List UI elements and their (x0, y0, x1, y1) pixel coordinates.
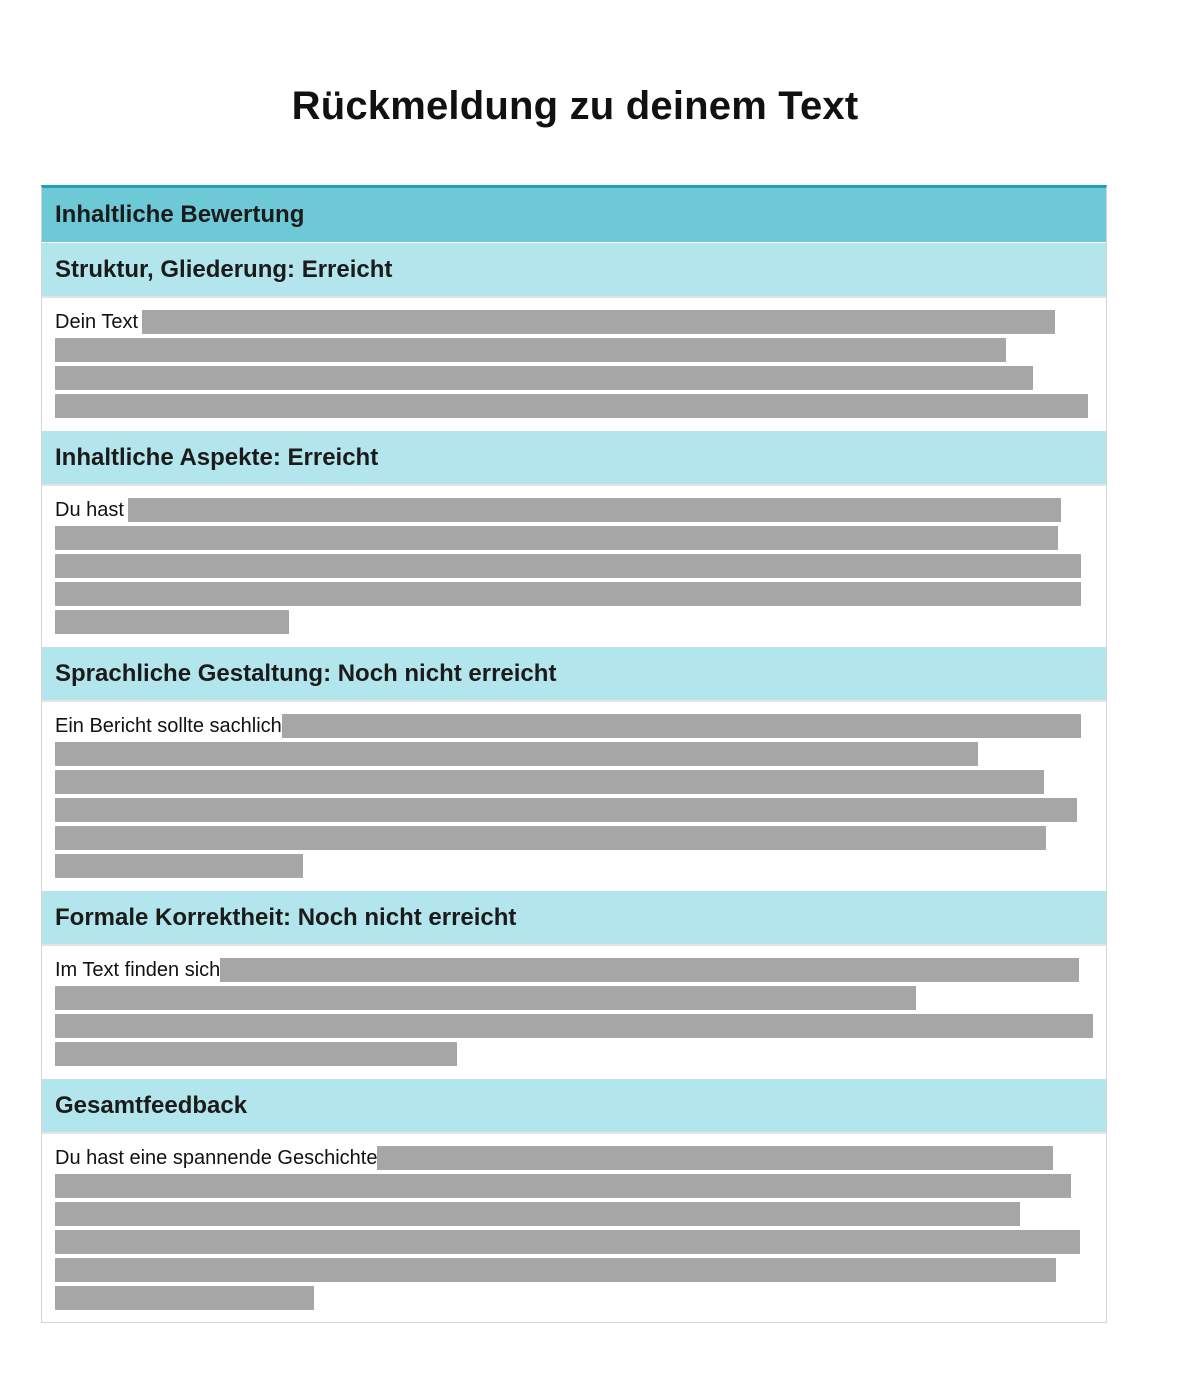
panel-header: Inhaltliche Bewertung (42, 188, 1106, 242)
text-line (55, 768, 1093, 796)
lead-text: Dein Text (55, 311, 139, 333)
redacted-text (55, 554, 1081, 578)
text-line (55, 524, 1093, 552)
text-line (55, 336, 1093, 364)
redacted-text (128, 498, 1061, 522)
text-line (55, 308, 1093, 336)
section-heading-structure: Struktur, Gliederung: Erreicht (42, 242, 1106, 296)
redacted-text (142, 310, 1055, 334)
redacted-text (55, 1014, 1093, 1038)
redacted-text (55, 338, 1006, 362)
redacted-text (220, 958, 1079, 982)
section-body-overall (42, 1132, 1106, 1322)
section-heading-overall: Gesamtfeedback (42, 1078, 1106, 1132)
text-line (55, 796, 1093, 824)
text-line (55, 552, 1093, 580)
section-body-structure (42, 296, 1106, 430)
section-heading-formal: Formale Korrektheit: Noch nicht erreicht (42, 890, 1106, 944)
redacted-text (55, 394, 1088, 418)
text-line (55, 364, 1093, 392)
page-title: Rückmeldung zu deinem Text (291, 84, 859, 128)
text-line (55, 1040, 1093, 1068)
redacted-text (55, 798, 1077, 822)
text-line (55, 956, 1093, 984)
text-line (55, 712, 1093, 740)
redacted-text (55, 826, 1046, 850)
text-line (55, 496, 1093, 524)
text-line (55, 580, 1093, 608)
lead-text: Du hast eine spannende Geschichte (55, 1147, 378, 1169)
redacted-text (55, 610, 289, 634)
redacted-text (55, 1042, 457, 1066)
text-line (55, 1172, 1093, 1200)
redacted-text (55, 1202, 1020, 1226)
text-line (55, 984, 1093, 1012)
text-line (55, 1144, 1093, 1172)
text-line (55, 608, 1093, 636)
text-line (55, 1256, 1093, 1284)
lead-text: Du hast (55, 499, 124, 521)
redacted-text (55, 1286, 314, 1310)
section-body-language (42, 700, 1106, 890)
lead-text: Ein Bericht sollte sachlich (55, 715, 282, 737)
redacted-text (377, 1146, 1053, 1170)
lead-text: Im Text finden sich (55, 959, 221, 981)
redacted-text (55, 770, 1044, 794)
redacted-text (55, 854, 303, 878)
redacted-text (55, 526, 1058, 550)
text-line (55, 740, 1093, 768)
section-body-formal (42, 944, 1106, 1078)
text-line (55, 1012, 1093, 1040)
redacted-text (282, 714, 1081, 738)
text-line (55, 852, 1093, 880)
redacted-text (55, 582, 1081, 606)
feedback-panel (41, 185, 1107, 1323)
text-line (55, 392, 1093, 420)
redacted-text (55, 366, 1033, 390)
text-line (55, 1200, 1093, 1228)
section-heading-content: Inhaltliche Aspekte: Erreicht (42, 430, 1106, 484)
redacted-text (55, 1174, 1071, 1198)
text-line (55, 1228, 1093, 1256)
section-body-content (42, 484, 1106, 646)
redacted-text (55, 986, 916, 1010)
section-heading-language: Sprachliche Gestaltung: Noch nicht erreicht (42, 646, 1106, 700)
text-line (55, 1284, 1093, 1312)
redacted-text (55, 1258, 1056, 1282)
redacted-text (55, 1230, 1080, 1254)
text-line (55, 824, 1093, 852)
redacted-text (55, 742, 978, 766)
